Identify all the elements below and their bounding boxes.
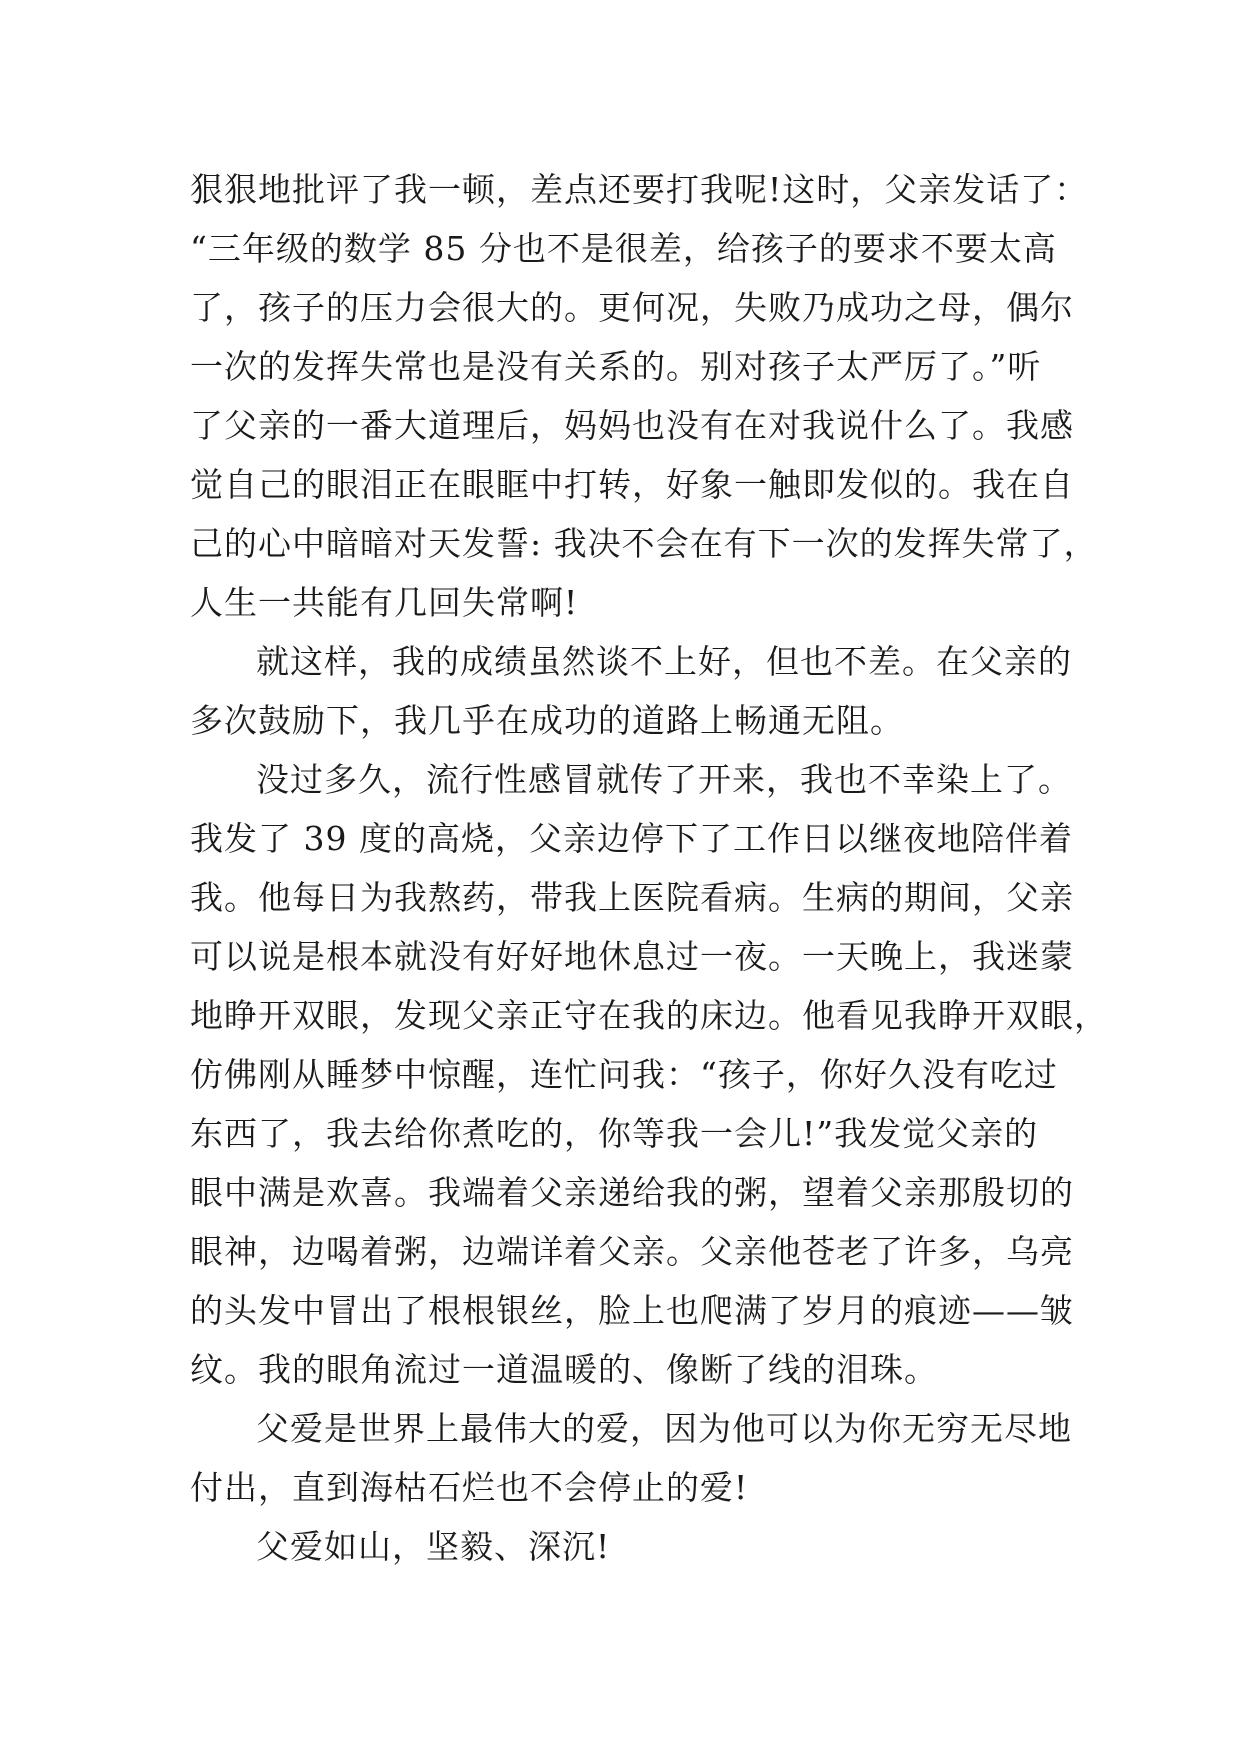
text-line: 纹。我的眼角流过一道温暖的、像断了线的泪珠。 — [190, 1350, 938, 1389]
text-line: 一次的发挥失常也是没有关系的。别对孩子太严厉了。”听 — [190, 347, 1042, 386]
text-line: 我。他每日为我熬药，带我上医院看病。生病的期间，父亲 — [190, 878, 1074, 917]
paragraph-start-line: 父爱如山，坚毅、深沉! — [256, 1527, 611, 1566]
text-line: 觉自己的眼泪正在眼眶中打转，好象一触即发似的。我在自 — [190, 465, 1074, 504]
text-line: 地睁开双眼，发现父亲正守在我的床边。他看见我睁开双眼， — [190, 996, 1108, 1035]
paragraph-start-line: 就这样，我的成绩虽然谈不上好，但也不差。在父亲的 — [256, 642, 1072, 681]
text-line: 可以说是根本就没有好好地休息过一夜。一天晚上，我迷蒙 — [190, 937, 1074, 976]
paragraph-start-line: 父爱是世界上最伟大的爱，因为他可以为你无穷无尽地 — [256, 1409, 1072, 1448]
text-line: 我发了 39 度的高烧，父亲边停下了工作日以继夜地陪伴着 — [190, 819, 1073, 858]
text-line: 了，孩子的压力会很大的。更何况，失败乃成功之母，偶尔 — [190, 288, 1074, 327]
text-line: “三年级的数学 85 分也不是很差，给孩子的要求不要太高 — [190, 229, 1057, 268]
text-line: 眼神，边喝着粥，边端详着父亲。父亲他苍老了许多，乌亮 — [190, 1232, 1074, 1271]
text-line: 付出，直到海枯石烂也不会停止的爱! — [190, 1468, 749, 1507]
text-line: 人生一共能有几回失常啊! — [190, 583, 579, 622]
text-line: 狠狠地批评了我一顿，差点还要打我呢!这时，父亲发话了： — [190, 170, 1089, 209]
text-line: 眼中满是欢喜。我端着父亲递给我的粥，望着父亲那殷切的 — [190, 1173, 1074, 1212]
text-line: 东西了，我去给你煮吃的，你等我一会儿!”我发觉父亲的 — [190, 1114, 1039, 1153]
text-line: 了父亲的一番大道理后，妈妈也没有在对我说什么了。我感 — [190, 406, 1074, 445]
essay-body — [190, 160, 1108, 1576]
text-line: 己的心中暗暗对天发誓: 我决不会在有下一次的发挥失常了， — [190, 524, 1098, 563]
text-line: 的头发中冒出了根根银丝，脸上也爬满了岁月的痕迹——皱 — [190, 1291, 1074, 1330]
text-line: 多次鼓励下，我几乎在成功的道路上畅通无阻。 — [190, 701, 904, 740]
paragraph-start-line: 没过多久，流行性感冒就传了开来，我也不幸染上了。 — [256, 760, 1072, 799]
text-line: 仿佛刚从睡梦中惊醒，连忙问我：“孩子，你好久没有吃过 — [190, 1055, 1058, 1094]
